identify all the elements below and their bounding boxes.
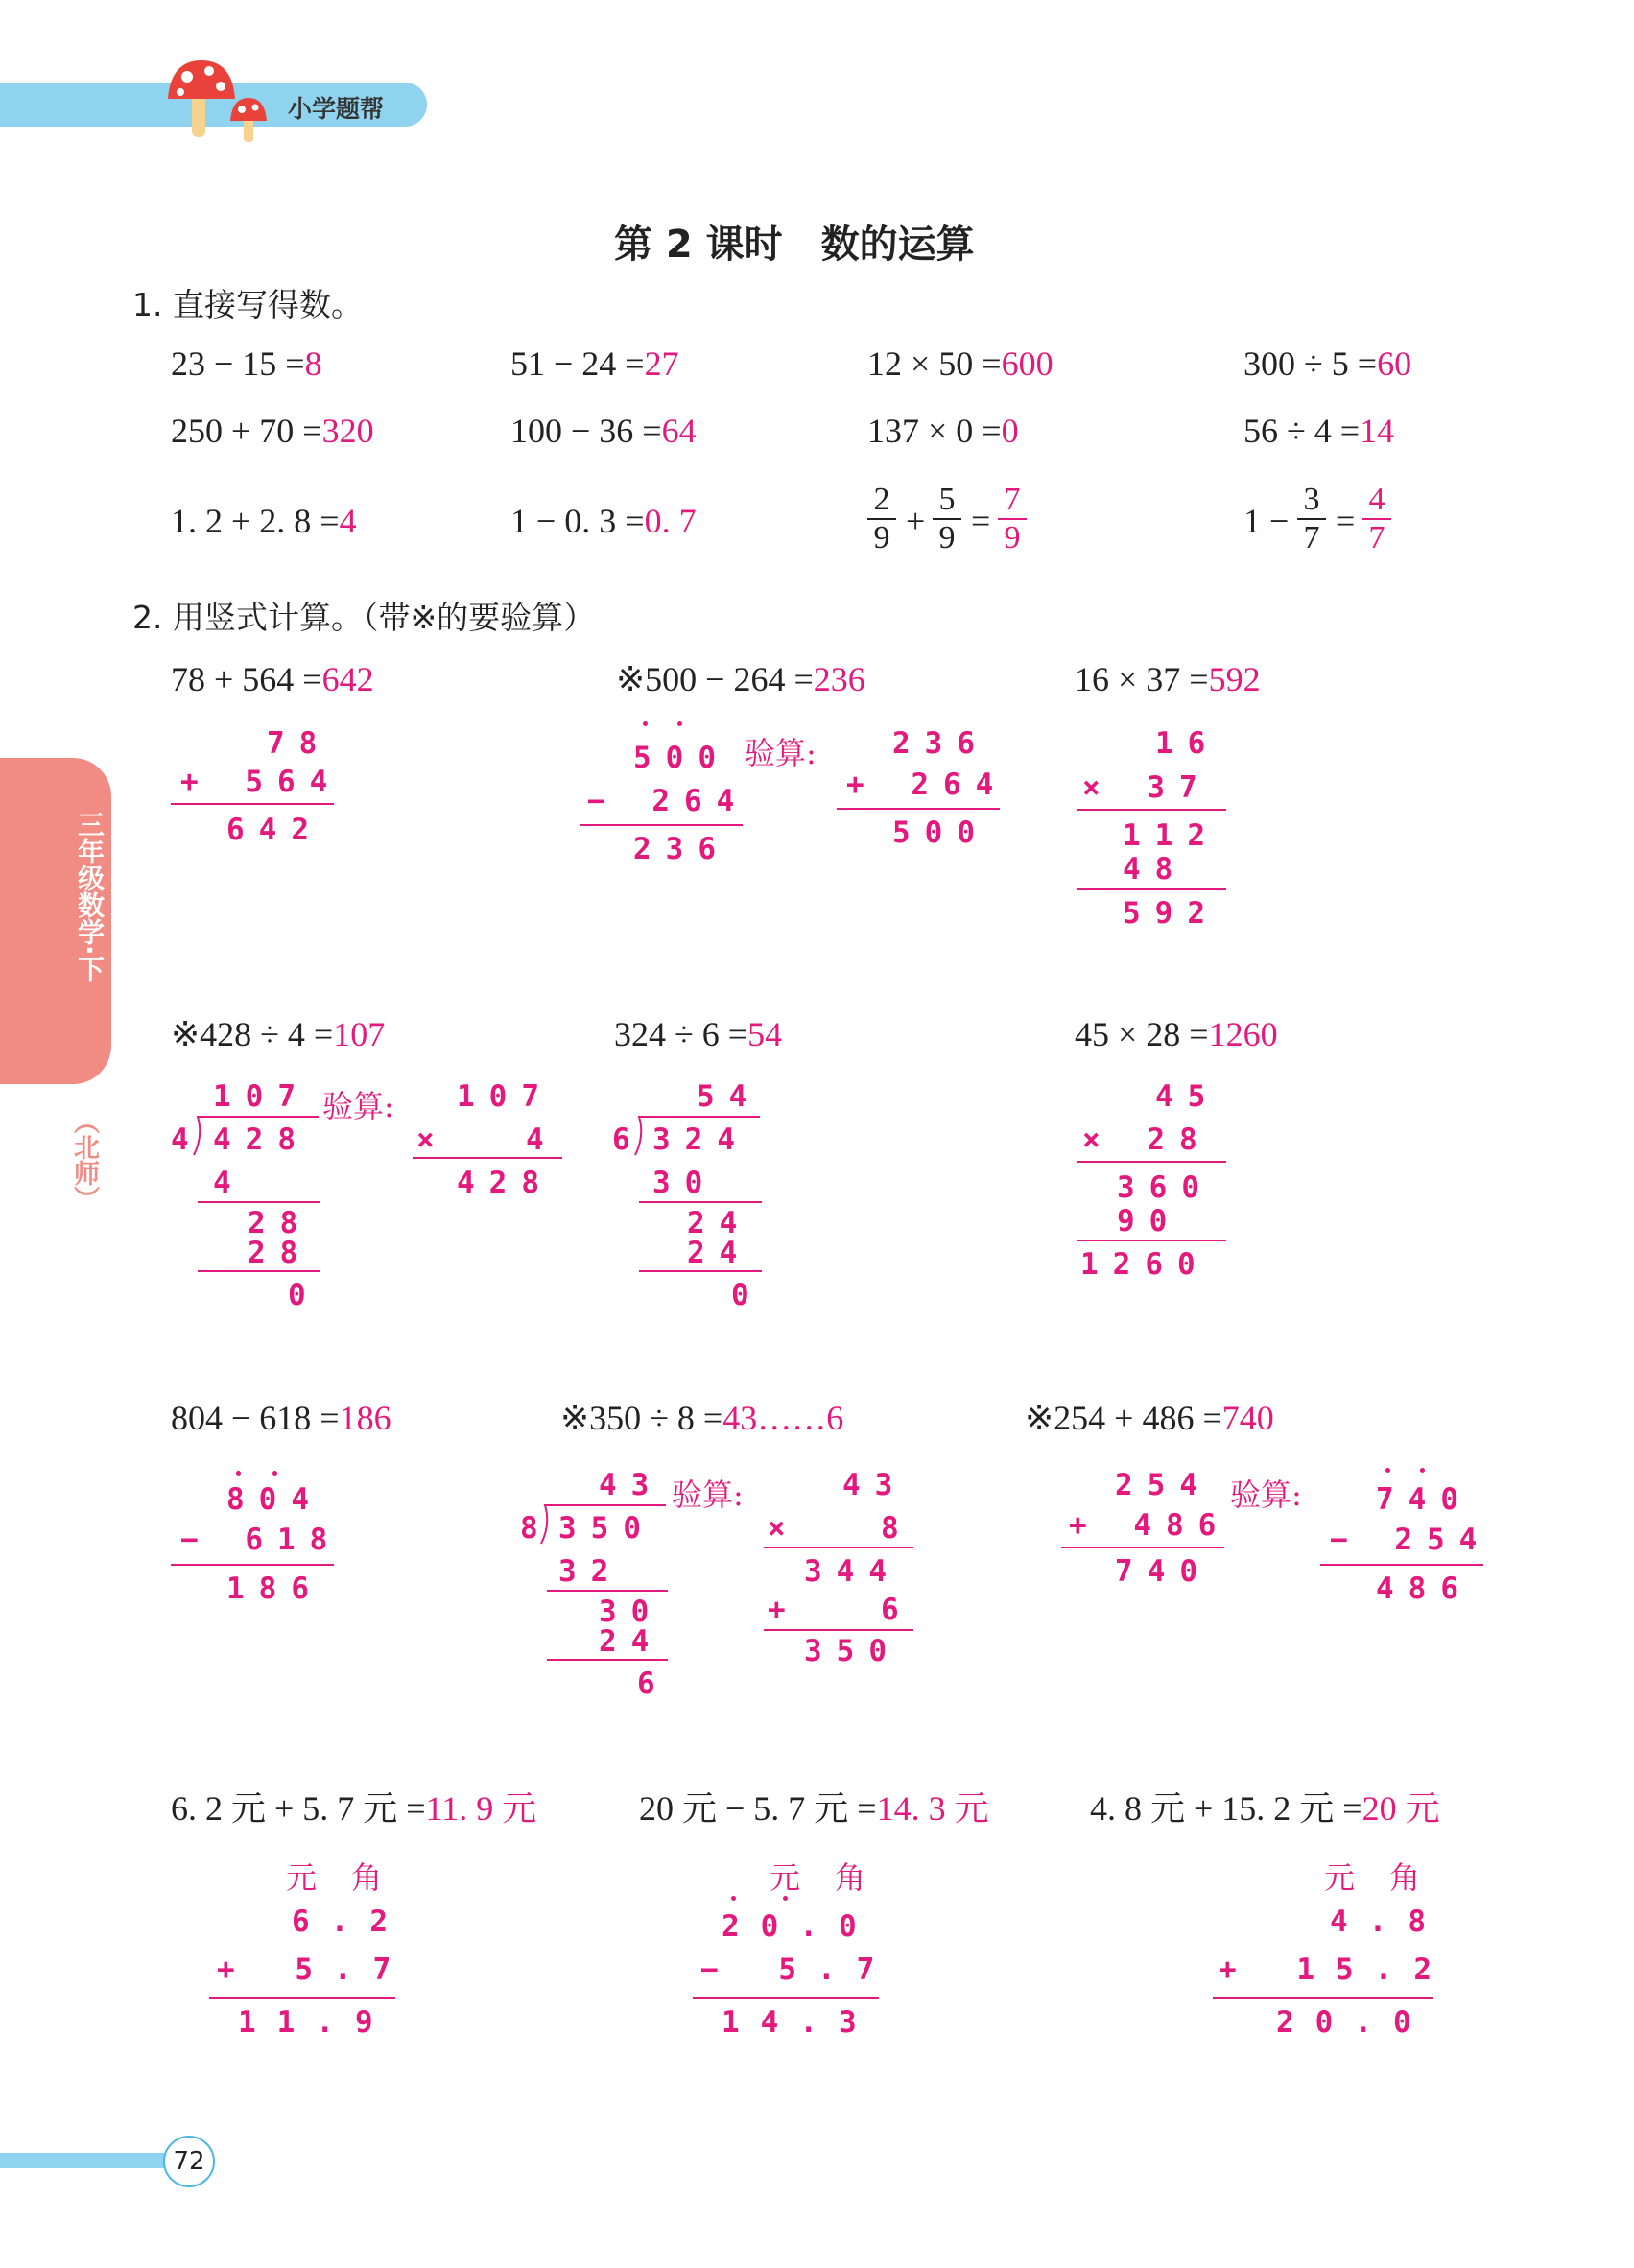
work-line: 20.0	[722, 1909, 878, 1944]
exercise: 250 + 70 =320	[171, 412, 374, 450]
work-line: × 28	[1082, 1122, 1212, 1157]
unit-jiao: 角	[351, 1859, 383, 1896]
problem: 78 + 564 =642	[171, 660, 374, 698]
work-rule	[547, 1590, 668, 1592]
work-rule	[171, 1564, 334, 1566]
work-line: − 254	[1330, 1523, 1492, 1557]
work-line: 112	[1123, 818, 1220, 853]
work-rule	[1077, 1161, 1226, 1163]
work-rule	[764, 1629, 913, 1631]
exercise: 100 − 36 =64	[510, 412, 697, 450]
work-line: 30	[599, 1595, 664, 1629]
check-label: 验算:	[322, 1088, 394, 1124]
work-rule	[1077, 888, 1226, 890]
unit-yuan: 元	[770, 1859, 801, 1896]
exercise: 1 − 0. 3 =0. 7	[510, 502, 697, 540]
problem: ※428 ÷ 4 =107	[171, 1015, 386, 1053]
work-rule	[1077, 809, 1226, 811]
operator: =	[971, 502, 991, 540]
work-line: − 5.7	[700, 1952, 896, 1987]
unit-yuan: 元	[286, 1859, 318, 1896]
work-line: 428	[213, 1122, 310, 1157]
borrow-dot	[731, 1896, 736, 1901]
borrow-dot	[677, 721, 682, 726]
work-rule	[198, 1201, 320, 1203]
mushroom-logo-icon	[163, 56, 278, 147]
work-line: 11.9	[238, 2005, 394, 2040]
work-rule	[1077, 1240, 1226, 1241]
work-line: 4	[526, 1122, 558, 1157]
work-rule	[547, 1659, 668, 1661]
work-line: 740	[1115, 1554, 1212, 1589]
work-line: 43	[599, 1468, 664, 1502]
work-line: 14.3	[722, 2005, 878, 2040]
check-label: 验算:	[672, 1477, 744, 1513]
borrow-dot	[783, 1896, 788, 1901]
work-line: 6	[612, 1122, 645, 1157]
exercise: 56 ÷ 4 =14	[1243, 412, 1395, 450]
work-line: 592	[1123, 896, 1220, 931]
work-line: 6	[637, 1666, 670, 1701]
work-line: 740	[1376, 1482, 1473, 1517]
unit-jiao: 角	[1389, 1859, 1421, 1896]
borrow-dot	[643, 721, 648, 726]
work-rule	[171, 803, 334, 805]
work-line: + 5.7	[217, 1952, 413, 1987]
work-line: 254	[1115, 1468, 1212, 1502]
exercise: 1. 2 + 2. 8 =4	[171, 502, 357, 540]
work-line: − 618	[180, 1523, 343, 1557]
work-line: 54	[697, 1079, 762, 1114]
exercise: 300 ÷ 5 =60	[1243, 344, 1412, 383]
work-rule	[1061, 1547, 1224, 1548]
work-line: 45	[1155, 1079, 1220, 1114]
work-line: + 264	[846, 768, 1008, 802]
exercise: 12 × 50 =600	[867, 344, 1054, 383]
problem: ※350 ÷ 8 =43……6	[560, 1399, 844, 1437]
work-line: +	[768, 1593, 800, 1627]
fraction: 3 7	[1297, 482, 1326, 556]
problem: 804 − 618 =186	[171, 1399, 391, 1437]
work-line: 107	[457, 1079, 554, 1114]
work-line: 324	[652, 1122, 749, 1157]
work-line: 24	[687, 1236, 752, 1270]
work-line: − 264	[587, 784, 749, 818]
problem: 6. 2 元 + 5. 7 元 =11. 9 元	[171, 1789, 537, 1828]
work-line: 0	[288, 1278, 320, 1312]
work-line: 24	[599, 1624, 664, 1659]
work-line: 78	[267, 726, 332, 761]
work-line: 30	[652, 1166, 718, 1200]
brand-name: 小学题帮	[288, 95, 385, 123]
work-line: 28	[248, 1236, 313, 1270]
borrow-dot	[272, 1471, 277, 1476]
work-line: 236	[892, 726, 989, 761]
work-line: 6.2	[292, 1904, 409, 1939]
work-line: 486	[1376, 1571, 1473, 1606]
work-rule	[837, 808, 1000, 810]
section2-heading: 2. 用竖式计算。（带※的要验算）	[132, 599, 596, 636]
work-line: 8	[520, 1511, 553, 1546]
work-line: 350	[804, 1634, 901, 1668]
unit-yuan: 元	[1324, 1859, 1356, 1896]
check-label: 验算:	[1230, 1477, 1302, 1513]
exercise: 51 − 24 =27	[510, 344, 679, 383]
work-line: 236	[633, 832, 730, 866]
section1-heading: 1. 直接写得数。	[132, 286, 363, 323]
work-line: 20.0	[1276, 2005, 1433, 2040]
work-rule	[639, 1201, 762, 1203]
work-line: 28	[248, 1206, 313, 1240]
work-line: 32	[558, 1554, 624, 1589]
operator: 1 −	[1243, 502, 1290, 540]
page-title: 第 2 课时 数的运算	[614, 223, 975, 267]
work-line: 4	[171, 1122, 203, 1157]
problem: 4. 8 元 + 15. 2 元 =20 元	[1090, 1789, 1440, 1828]
work-line: + 15.2	[1219, 1952, 1453, 1987]
work-line: 8	[881, 1511, 913, 1546]
problem: 20 元 − 5. 7 元 =14. 3 元	[639, 1789, 989, 1828]
operator: =	[1336, 502, 1356, 540]
work-line: 6	[881, 1593, 913, 1627]
work-line: 500	[892, 815, 989, 850]
work-line: 43	[842, 1468, 908, 1502]
work-rule	[580, 824, 743, 826]
fraction: 5 9	[933, 482, 961, 556]
work-rule	[1320, 1564, 1483, 1566]
borrow-dot	[1420, 1468, 1425, 1473]
work-line: × 37	[1082, 770, 1212, 805]
unit-jiao: 角	[835, 1859, 866, 1896]
work-rule	[639, 1270, 762, 1272]
work-line: 1260	[1080, 1247, 1210, 1282]
work-line: 186	[226, 1571, 323, 1606]
work-rule	[1213, 1997, 1433, 1999]
work-rule	[764, 1547, 913, 1548]
work-line: 107	[213, 1079, 310, 1114]
fraction: 2 9	[867, 482, 896, 556]
work-line: 428	[457, 1166, 554, 1200]
work-line: ×	[416, 1122, 449, 1157]
borrow-dot	[236, 1471, 241, 1476]
work-line: 500	[633, 741, 730, 775]
work-line: 0	[731, 1278, 764, 1312]
borrow-dot	[1385, 1468, 1390, 1473]
work-line: + 564	[180, 765, 343, 799]
side-tab-grade: 三年级数学·下	[74, 811, 106, 982]
work-line: ×	[768, 1511, 800, 1546]
work-rule	[413, 1157, 562, 1159]
page-number: 72	[163, 2136, 215, 2187]
side-tab-edition: （北师）	[69, 1108, 99, 1212]
check-label: 验算:	[745, 735, 817, 771]
work-line: 48	[1123, 852, 1188, 886]
work-line: 642	[226, 813, 323, 847]
operator: +	[906, 502, 926, 540]
work-line: + 486	[1069, 1508, 1231, 1543]
exercise: 137 × 0 =0	[867, 412, 1019, 450]
work-line: 24	[687, 1206, 752, 1240]
work-line: 90	[1117, 1204, 1182, 1239]
work-rule	[198, 1270, 320, 1272]
work-line: 4	[213, 1166, 246, 1200]
problem: 16 × 37 =592	[1075, 660, 1261, 698]
work-rule	[209, 1997, 395, 1999]
fraction-answer: 4 7	[1362, 482, 1391, 556]
work-line: 350	[558, 1511, 655, 1546]
work-line: 344	[804, 1554, 901, 1589]
problem: ※500 − 264 =236	[616, 660, 865, 698]
work-line: 804	[226, 1482, 323, 1517]
problem: 45 × 28 =1260	[1075, 1015, 1278, 1053]
fraction-answer: 7 9	[998, 482, 1027, 556]
work-line: 4.8	[1330, 1904, 1447, 1939]
work-line: 16	[1155, 726, 1220, 761]
problem: 324 ÷ 6 =54	[614, 1015, 783, 1053]
work-line: 360	[1117, 1170, 1214, 1205]
exercise: 23 − 15 =8	[171, 344, 322, 383]
work-rule	[693, 1997, 879, 1999]
problem: ※254 + 486 =740	[1025, 1399, 1274, 1437]
